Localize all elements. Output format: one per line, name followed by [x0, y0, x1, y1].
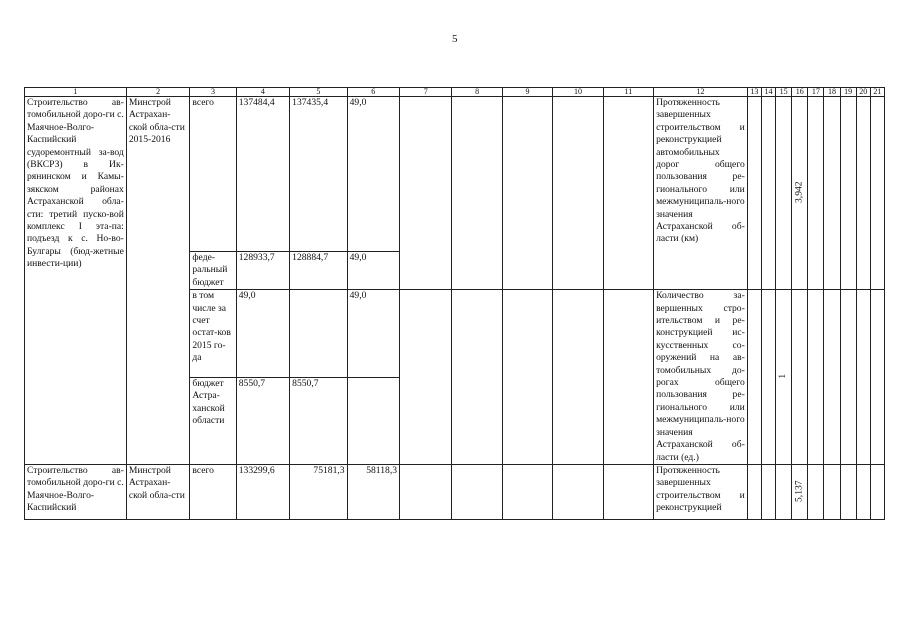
empty-cell: [452, 97, 502, 290]
indicator-value: 1: [777, 373, 789, 379]
empty-cell: [400, 464, 452, 519]
value-cell: [290, 290, 347, 378]
empty-cell: [840, 464, 856, 519]
empty-cell: [400, 290, 452, 465]
header-row: [25, 88, 885, 97]
value-cell: 49,0: [236, 290, 289, 378]
empty-cell: [808, 290, 824, 465]
indicator-value: 3,942: [793, 181, 805, 203]
indicator-text-cell: Количество за-вершенных стро-ительством и ре-конструкцией ис-кусственных со-оружений на ав-томобильных до-рогах общего пользования ре-гионального или межмуниципаль-ного значения Астраханской об-ласти (ед.): [654, 290, 748, 465]
value-cell: 75181,3: [290, 464, 347, 519]
empty-cell: [502, 290, 552, 465]
indicator-text-cell: Протяженность завершенных строительством и реконструкцией: [654, 464, 748, 519]
empty-cell: [856, 97, 870, 290]
value-cell: 128933,7: [236, 252, 289, 290]
col-header: 5: [290, 88, 347, 97]
value-cell: 133299,6: [236, 464, 289, 519]
col-header: 20: [856, 88, 870, 97]
empty-cell: [502, 464, 552, 519]
table-row: [25, 97, 885, 252]
col-header: 9: [502, 88, 552, 97]
finance-source-cell: в том числе за счет остат-ков 2015 го-да: [190, 290, 236, 378]
empty-cell: [502, 97, 552, 290]
empty-cell: [840, 97, 856, 290]
empty-cell: [452, 464, 502, 519]
col-header: 1: [25, 88, 127, 97]
value-cell: 49,0: [347, 252, 399, 290]
customer-cell: Минстрой Астрахан-ской обла-сти 2015-2016: [126, 97, 190, 465]
empty-cell: [553, 464, 603, 519]
col-header: 13: [747, 88, 761, 97]
empty-cell: [870, 290, 884, 465]
object-name-cell: Строительство ав-томобильной доро-ги с. Маячное-Волго-Каспийский: [25, 464, 127, 519]
empty-cell: [808, 464, 824, 519]
col-header: 21: [870, 88, 884, 97]
value-cell: 58118,3: [347, 464, 399, 519]
program-table: [24, 87, 885, 520]
indicator-text-cell: Протяженность завершенных строительством и реконструкцией автомобильных дорог общего пользования ре-гионального или межмуниципаль-ного значения Астраханской об-ласти (км): [654, 97, 748, 290]
empty-cell: [870, 97, 884, 290]
col-header: 2: [126, 88, 190, 97]
col-header: 18: [824, 88, 840, 97]
finance-source-cell: всего: [190, 464, 236, 519]
customer-cell: Минстрой Астрахан-ской обла-сти: [126, 464, 190, 519]
empty-cell: [400, 97, 452, 290]
table-row: [25, 464, 885, 519]
empty-cell: [761, 464, 775, 519]
empty-cell: [603, 97, 653, 290]
empty-cell: [603, 464, 653, 519]
empty-cell: [856, 464, 870, 519]
finance-source-cell: бюджет Астра-ханской области: [190, 378, 236, 465]
finance-source-cell: феде-ральный бюджет: [190, 252, 236, 290]
col-header: 10: [553, 88, 603, 97]
col-header: 19: [840, 88, 856, 97]
col-header: 16: [792, 88, 808, 97]
col-header: 8: [452, 88, 502, 97]
value-cell: 128884,7: [290, 252, 347, 290]
empty-cell: [824, 290, 840, 465]
empty-cell: [870, 464, 884, 519]
empty-cell: [776, 464, 792, 519]
empty-cell: [856, 290, 870, 465]
empty-cell: [840, 290, 856, 465]
value-cell: [347, 378, 399, 465]
value-cell: 49,0: [347, 97, 399, 252]
finance-source-cell: всего: [190, 97, 236, 252]
col-header: 12: [654, 88, 748, 97]
object-name-cell: Строительство ав-томобильной доро-ги с. Маячное-Волго-Каспийский судоремонтный за-вод (ВКСРЗ) в Ик-рянинском и Камы-зякском районах Астраханской обла-сти: третий пуско-вой комплекс I эта-па: подъезд к с. Но-во-Булгары (бюд-жетные инвести-ции): [25, 97, 127, 465]
empty-cell: [603, 290, 653, 465]
empty-cell: [792, 290, 808, 465]
indicator-value-cell: [792, 97, 808, 290]
empty-cell: [553, 97, 603, 290]
empty-cell: [776, 97, 792, 290]
value-cell: 137435,4: [290, 97, 347, 252]
value-cell: 8550,7: [290, 378, 347, 465]
indicator-value-cell: [776, 290, 792, 465]
col-header: 14: [761, 88, 775, 97]
col-header: 3: [190, 88, 236, 97]
col-header: 17: [808, 88, 824, 97]
empty-cell: [452, 290, 502, 465]
empty-cell: [761, 97, 775, 290]
empty-cell: [761, 290, 775, 465]
empty-cell: [824, 464, 840, 519]
indicator-value: 5,137: [793, 480, 805, 502]
empty-cell: [747, 97, 761, 290]
page-number: 5: [452, 33, 458, 45]
empty-cell: [747, 464, 761, 519]
value-cell: 137484,4: [236, 97, 289, 252]
value-cell: 49,0: [347, 290, 399, 378]
value-cell: 8550,7: [236, 378, 289, 465]
col-header: 15: [776, 88, 792, 97]
col-header: 7: [400, 88, 452, 97]
col-header: 11: [603, 88, 653, 97]
indicator-value-cell: [792, 464, 808, 519]
empty-cell: [747, 290, 761, 465]
empty-cell: [824, 97, 840, 290]
empty-cell: [808, 97, 824, 290]
col-header: 6: [347, 88, 399, 97]
empty-cell: [553, 290, 603, 465]
col-header: 4: [236, 88, 289, 97]
